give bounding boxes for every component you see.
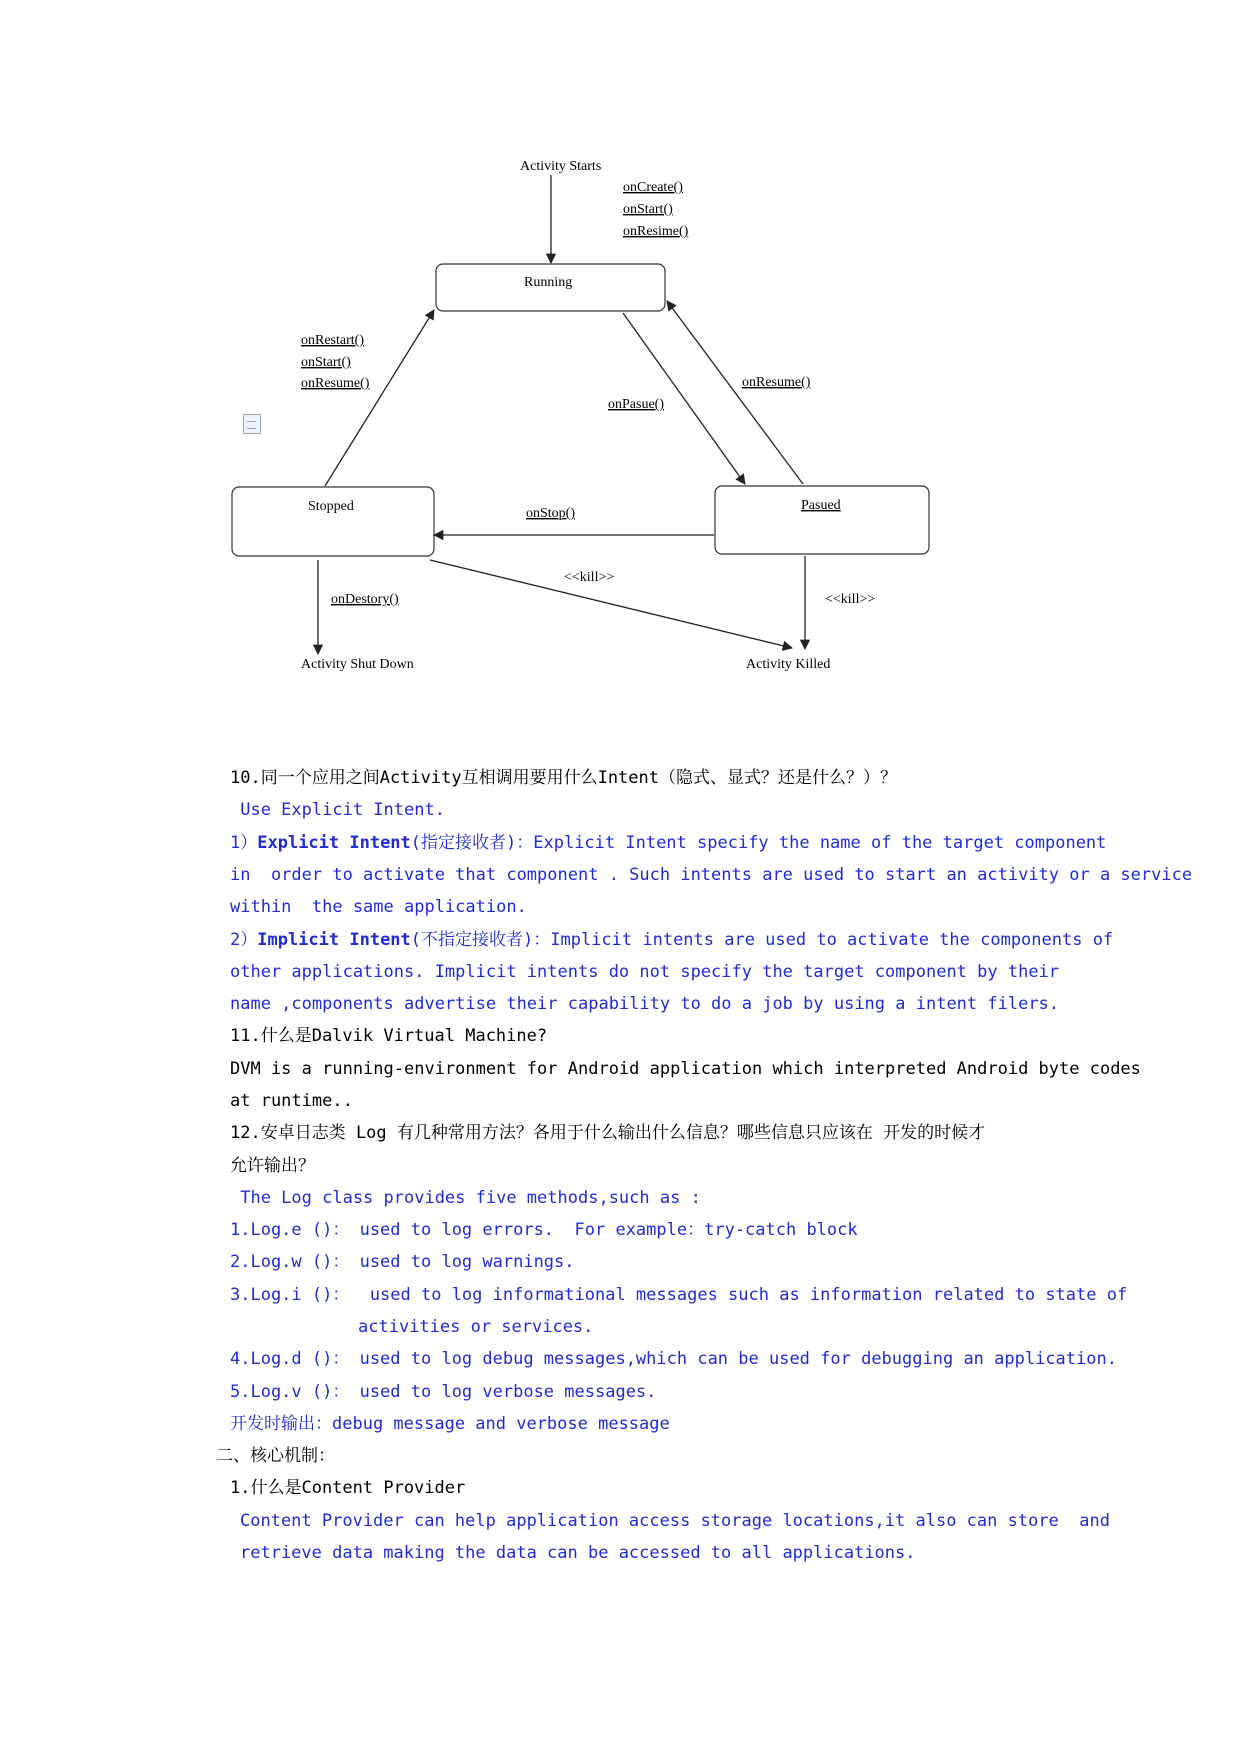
answer-10-implicit <box>230 924 1113 956</box>
file-icon <box>243 414 261 434</box>
paused-to-running-arrow <box>667 301 803 484</box>
log-v-item: 5.Log.v ()： used to log verbose messages. <box>230 1382 657 1402</box>
on-pause-label: onPasue() <box>608 397 664 412</box>
content-provider-answer-line-1: Content Provider can help application access storage locations,it also can store and <box>240 1511 1110 1531</box>
dev-output-note: 开发时输出：debug message and verbose message <box>230 1414 670 1434</box>
explicit-description: (指定接收者)：Explicit Intent specify the name of the target component <box>410 833 1107 853</box>
implicit-prefix: 2） <box>230 930 258 950</box>
implicit-description: (不指定接收者)：Implicit intents are used to activate the components of <box>410 930 1114 950</box>
question-12-line-1: 12.安卓日志类 Log 有几种常用方法？各用于什么输出什么信息？哪些信息只应该在 开发的时候才 <box>230 1123 986 1143</box>
log-i-item: 3.Log.i ()： used to log informational messages such as information related to state of <box>230 1285 1128 1305</box>
running-label: Running <box>524 275 573 290</box>
answer-10-explicit-line-2: in order to activate that component . Such intents are used to start an activity or a service <box>230 865 1193 885</box>
section-2-heading: 二、核心机制： <box>216 1446 335 1466</box>
answer-10-intro: Use Explicit Intent. <box>230 800 445 820</box>
restart-call-2: onStart() <box>301 355 351 370</box>
activity-starts-label: Activity Starts <box>520 159 602 174</box>
explicit-prefix: 1） <box>230 833 258 853</box>
answer-10-implicit-line-3: name ,components advertise their capability to do a job by using a intent filers. <box>230 994 1060 1014</box>
start-call-1: onCreate() <box>623 180 683 195</box>
question-12-line-2: 允许输出？ <box>230 1156 315 1176</box>
start-call-2: onStart() <box>623 202 673 217</box>
answer-10-implicit-line-2: other applications. Implicit intents do not specify the target component by their <box>230 962 1060 982</box>
log-i-item-line-2: activities or services. <box>358 1317 594 1337</box>
restart-call-1: onRestart() <box>301 333 364 348</box>
log-w-item: 2.Log.w ()： used to log warnings. <box>230 1252 575 1272</box>
log-e-item: 1.Log.e ()： used to log errors. For example：try-catch block <box>230 1220 858 1240</box>
answer-11-line-2: at runtime.. <box>230 1091 353 1111</box>
implicit-intent-term: Implicit Intent <box>257 930 411 950</box>
stopped-label: Stopped <box>308 499 354 514</box>
on-resume-label: onResume() <box>742 375 811 390</box>
content-provider-answer-line-2: retrieve data making the data can be accessed to all applications. <box>240 1543 916 1563</box>
answer-11-line-1: DVM is a running-environment for Android application which interpreted Android byte codes <box>230 1059 1141 1079</box>
explicit-intent-term: Explicit Intent <box>257 833 411 853</box>
on-stop-label: onStop() <box>526 506 575 521</box>
question-11: 11.什么是Dalvik Virtual Machine? <box>230 1026 548 1046</box>
answer-10-explicit-line-3: within the same application. <box>230 897 527 917</box>
on-destroy-label: onDestory() <box>331 592 399 607</box>
activity-shut-down-label: Activity Shut Down <box>301 657 414 672</box>
kill-label-2: <<kill>> <box>825 592 876 607</box>
activity-killed-label: Activity Killed <box>746 657 831 672</box>
stopped-state-box <box>232 487 434 556</box>
kill-label-1: <<kill>> <box>564 570 615 585</box>
log-d-item: 4.Log.d ()： used to log debug messages,which can be used for debugging an application. <box>230 1349 1117 1369</box>
start-call-3: onResime() <box>623 224 689 239</box>
answer-10-explicit <box>230 827 1106 859</box>
restart-call-3: onResume() <box>301 376 370 391</box>
answer-12-intro: The Log class provides five methods,such as : <box>230 1188 701 1208</box>
question-10: 10.同一个应用之间Activity互相调用要用什么Intent（隐式、显式？还是什么？）？ <box>230 768 897 788</box>
activity-lifecycle-diagram <box>0 0 1241 700</box>
question-content-provider: 1.什么是Content Provider <box>230 1478 466 1498</box>
paused-state-box <box>715 486 929 554</box>
paused-label: Pasued <box>801 498 841 513</box>
